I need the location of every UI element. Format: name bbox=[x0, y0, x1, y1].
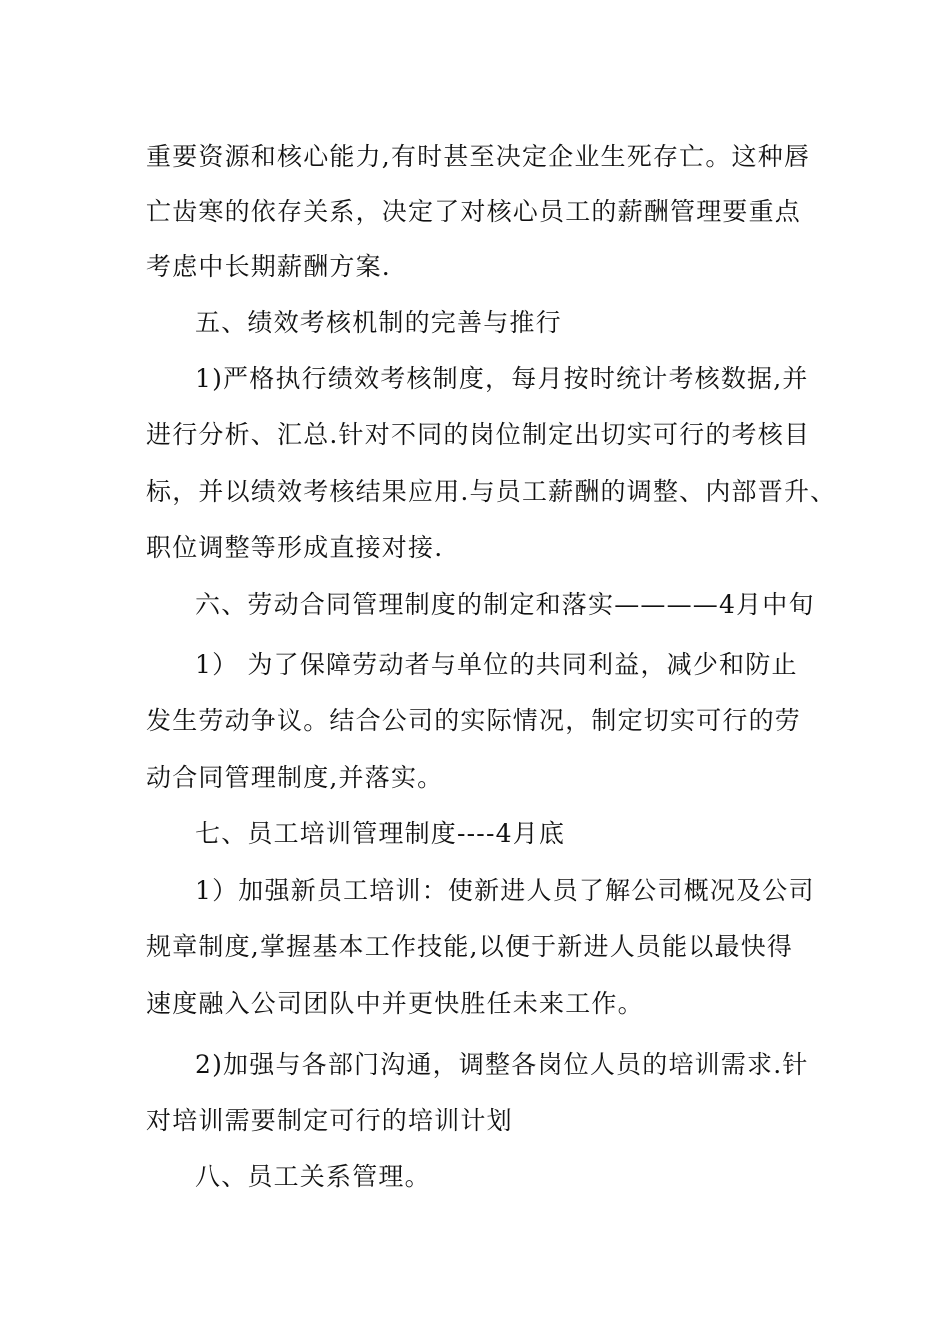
section-heading: 七、员工培训管理制度----4月底 bbox=[195, 819, 566, 848]
paragraph-line: 速度融入公司团队中并更快胜任未来工作。 bbox=[146, 989, 644, 1018]
section-heading: 八、员工关系管理。 bbox=[195, 1162, 431, 1191]
paragraph-line: 标，并以绩效考核结果应用.与员工薪酬的调整、内部晋升、 bbox=[146, 477, 837, 506]
section-heading: 六、劳动合同管理制度的制定和落实————4月中旬 bbox=[195, 590, 815, 619]
paragraph-line: 职位调整等形成直接对接. bbox=[146, 533, 444, 562]
paragraph-line: 亡齿寒的依存关系，决定了对核心员工的薪酬管理要重点 bbox=[146, 197, 802, 226]
paragraph-line: 1） 为了保障劳动者与单位的共同利益，减少和防止 bbox=[195, 650, 798, 679]
paragraph-line: 进行分析、汇总.针对不同的岗位制定出切实可行的考核目 bbox=[146, 420, 811, 449]
paragraph-line: 考虑中长期薪酬方案. bbox=[146, 252, 391, 281]
paragraph-line: 动合同管理制度,并落实。 bbox=[146, 763, 444, 792]
paragraph-line: 重要资源和核心能力,有时甚至决定企业生死存亡。这种唇 bbox=[146, 142, 811, 171]
paragraph-line: 1)严格执行绩效考核制度，每月按时统计考核数据,并 bbox=[195, 364, 809, 393]
section-heading: 五、绩效考核机制的完善与推行 bbox=[195, 308, 562, 337]
paragraph-line: 1）加强新员工培训：使新进人员了解公司概况及公司 bbox=[195, 876, 815, 905]
paragraph-line: 发生劳动争议。结合公司的实际情况，制定切实可行的劳 bbox=[146, 706, 802, 735]
paragraph-line: 对培训需要制定可行的培训计划 bbox=[146, 1106, 513, 1135]
paragraph-line: 规章制度,掌握基本工作技能,以便于新进人员能以最快得 bbox=[146, 932, 794, 961]
paragraph-line: 2)加强与各部门沟通，调整各岗位人员的培训需求.针 bbox=[195, 1050, 809, 1079]
